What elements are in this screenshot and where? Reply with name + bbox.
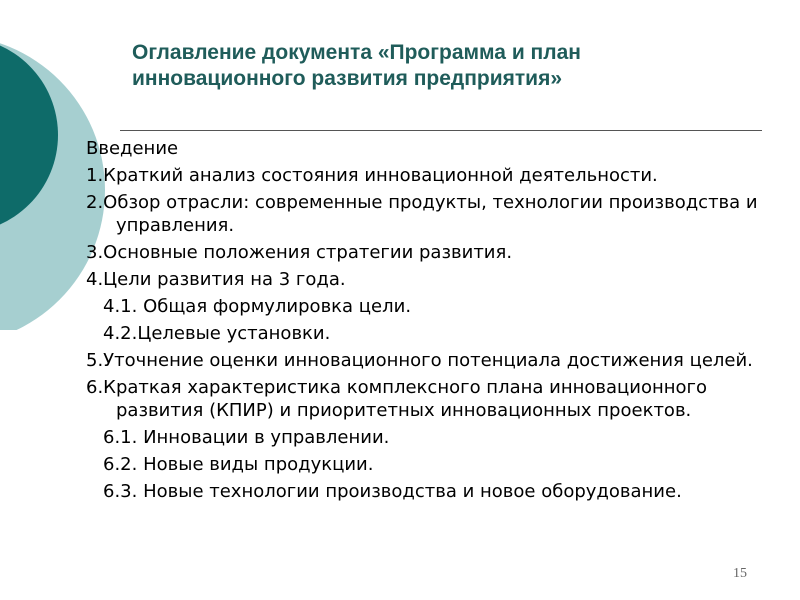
toc-item-4-1: 4.1. Общая формулировка цели. (103, 296, 412, 317)
toc-item-1: 1.Краткий анализ состояния инновационной деятельности. (86, 165, 658, 186)
toc-item-4-2: 4.2.Целевые установки. (103, 323, 331, 344)
slide-title (132, 40, 732, 92)
toc-item-5: 5.Уточнение оценки инновационного потенциала достижения целей. (86, 350, 753, 371)
toc-item-intro: Введение (86, 138, 179, 159)
toc-item-3: 3.Основные положения стратегии развития. (86, 242, 513, 263)
table-of-contents (86, 137, 786, 507)
page-number: 15 (733, 566, 747, 581)
toc-item-4: 4.Цели развития на 3 года. (86, 269, 346, 290)
title-line-1: Оглавление документа «Программа и план (132, 41, 581, 64)
title-divider (120, 130, 762, 131)
toc-item-6-3: 6.3. Новые технологии производства и новое оборудование. (103, 481, 682, 502)
toc-item-6: 6.Краткая характеристика комплексного плана инновационного развития (КПИР) и приоритетных инновационных проектов. (86, 377, 707, 421)
title-line-2: инновационного развития предприятия» (132, 67, 563, 90)
toc-item-2: 2.Обзор отрасли: современные продукты, технологии производства и управления. (86, 192, 758, 236)
toc-item-6-1: 6.1. Инновации в управлении. (103, 427, 390, 448)
toc-item-6-2: 6.2. Новые виды продукции. (103, 454, 374, 475)
